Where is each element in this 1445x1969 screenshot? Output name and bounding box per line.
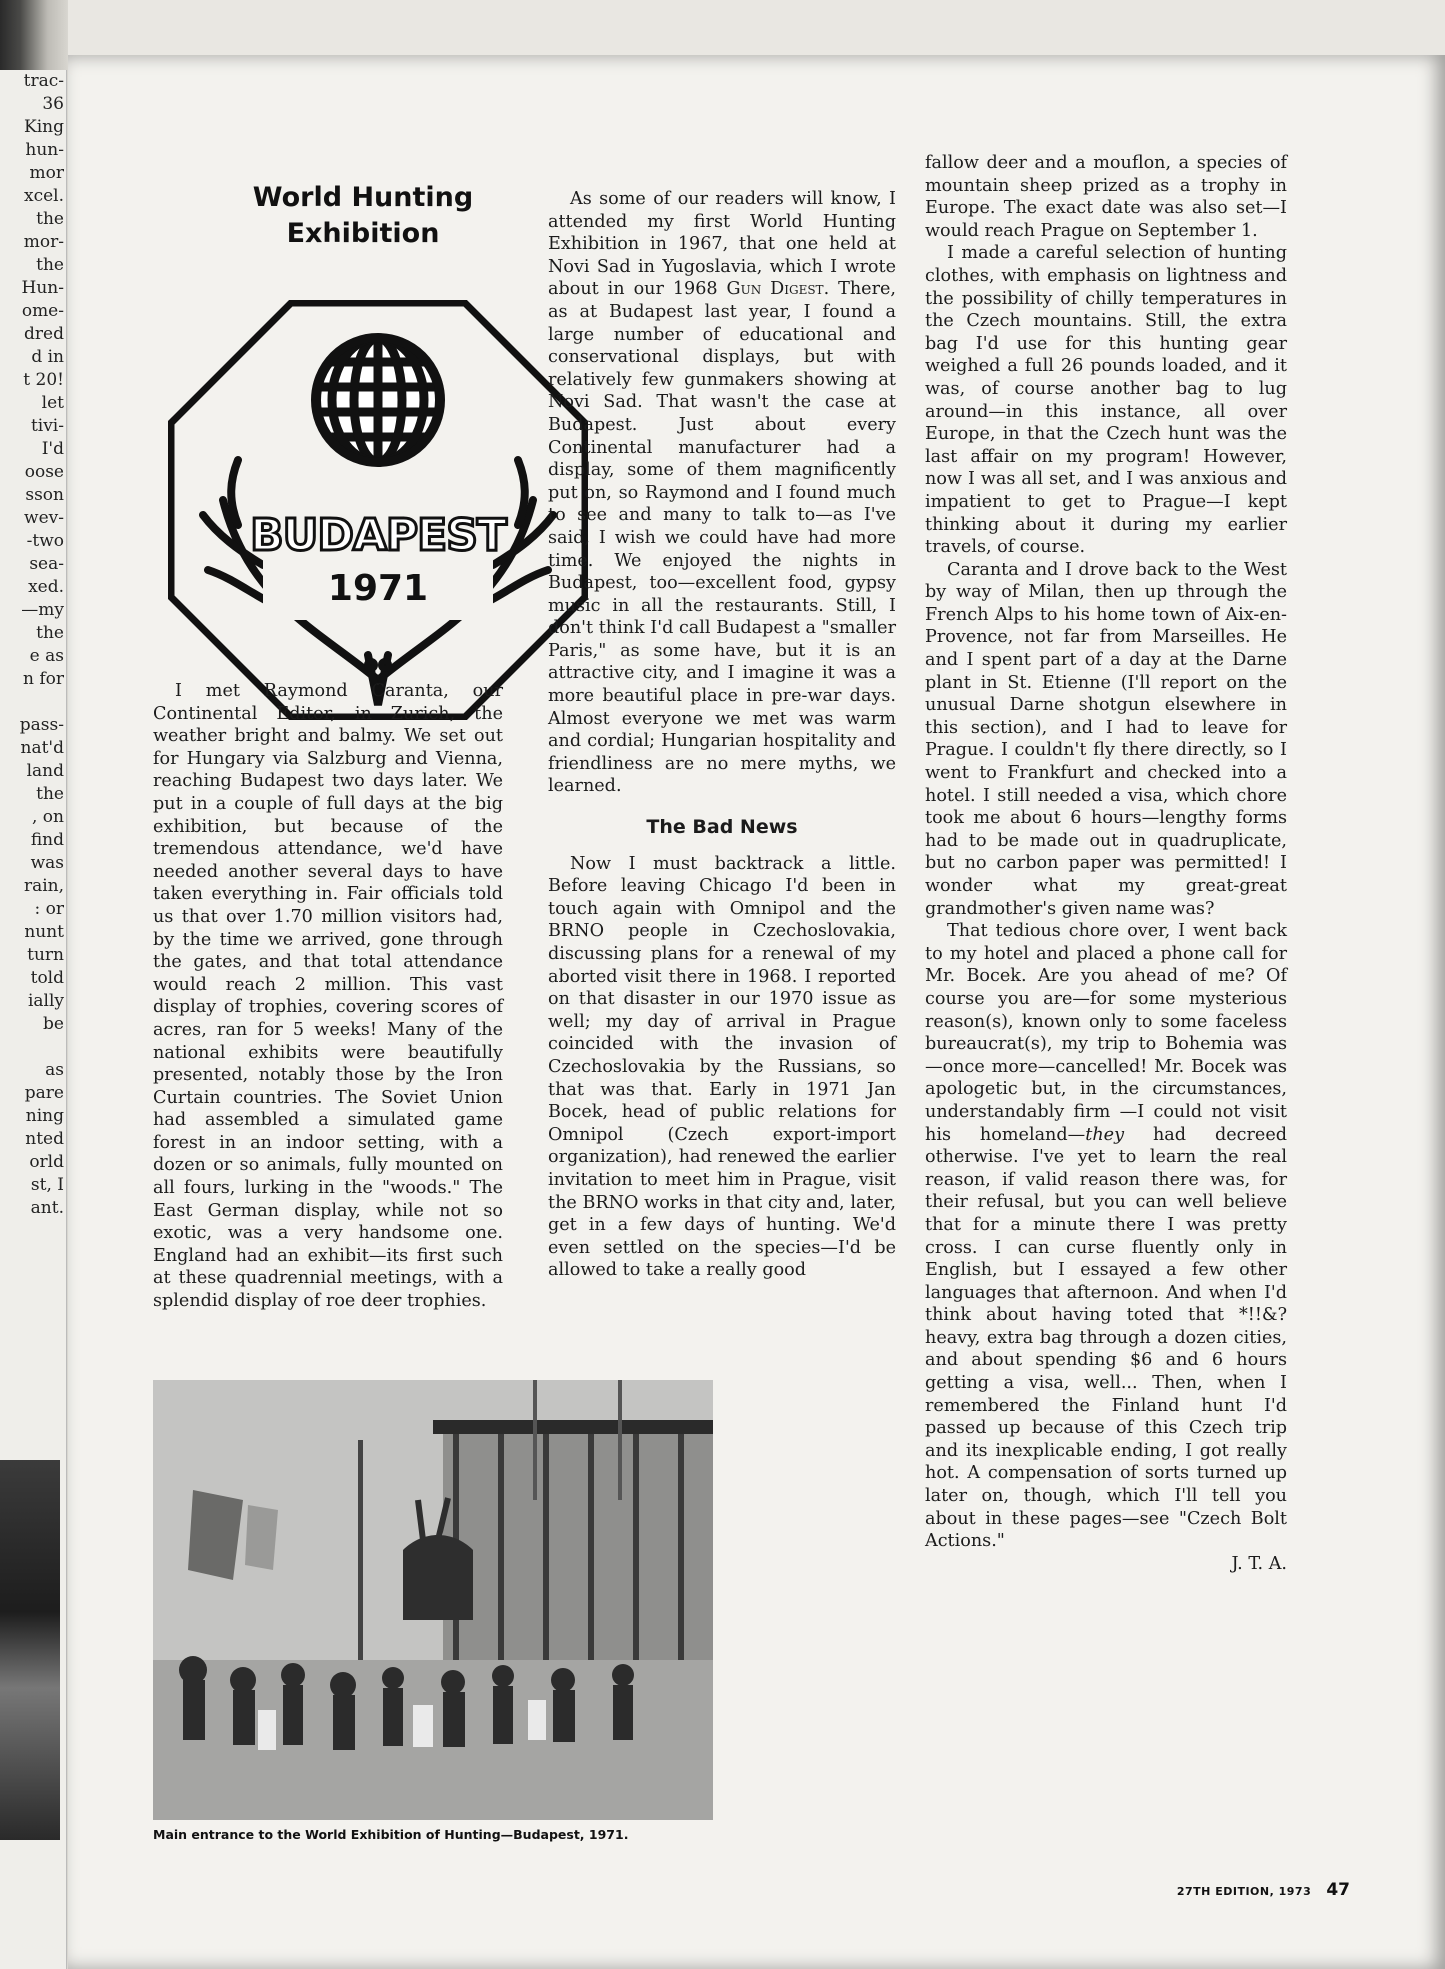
prev-page-line: ome- xyxy=(21,301,64,321)
paragraph: fallow deer and a mouflon, a species of mountain sheep prized as a trophy in Europe. The exact date was also set—I would reach Prague on September 1. xyxy=(925,153,1287,241)
column-1 xyxy=(153,680,503,1313)
prev-page-line: pare xyxy=(24,1083,64,1103)
logo-city: BUDAPEST xyxy=(250,510,506,561)
prev-page-line: sea- xyxy=(29,554,64,574)
prev-page-line: —my xyxy=(21,600,64,620)
prev-page-line xyxy=(0,691,66,714)
prev-page-line: find xyxy=(30,830,64,850)
prev-page-line: orld xyxy=(29,1152,64,1172)
prev-page-line: rain, xyxy=(23,876,64,896)
prev-page-line: nunt xyxy=(24,922,64,942)
article-heading: World Hunting Exhibition xyxy=(252,182,474,249)
globe-icon xyxy=(308,335,448,465)
edition-label: 27TH EDITION, 1973 xyxy=(1176,1885,1312,1898)
prev-page-line: Hun- xyxy=(21,278,64,298)
prev-page-line: be xyxy=(43,1014,64,1034)
paragraph: I met Raymond Caranta, our Continental Editor, in Zurich, the weather bright and balmy. We set out for Hungary via Salzburg and Vienna, reaching Budapest two days later. We put in a couple of full days at the big exhibition, but because of the tremendous attendance, we'd have needed another several days to have taken everything in. Fair officials told us that over 1.70 million visitors had, by the time we arrived, gone through the gates, and that total attendance would reach 2 million. This vast display of trophies, covering scores of acres, ran for 5 weeks! Many of the national exhibits were beautifully presented, notably those by the Iron Curtain countries. The Soviet Union had assembled a simulated game forest in an indoor setting, with a dozen or so animals, fully mounted on all fours, lurking in the "woods." The East German display, while not so exotic, was a very handsome one. England had an exhibit—its first such at these quadrennial meetings, with a splendid display of roe deer trophies. xyxy=(153,681,503,1312)
page-number: 47 xyxy=(1326,1880,1350,1900)
prev-page-line: ant. xyxy=(30,1198,64,1218)
prev-page-line: e as xyxy=(29,646,64,666)
prev-page-line: hun- xyxy=(25,140,64,160)
page-footer xyxy=(1177,1880,1350,1900)
subheading-bad-news: The Bad News xyxy=(646,816,798,839)
prev-page-line: trac- xyxy=(23,71,64,91)
exhibition-entrance-photo xyxy=(153,1380,713,1820)
logo-year: 1971 xyxy=(327,568,429,609)
prev-page-line xyxy=(0,1036,66,1059)
prev-page-line: mor xyxy=(29,163,64,183)
prev-page-line: oose xyxy=(24,462,64,482)
prev-page-line: let xyxy=(41,393,64,413)
prev-page-line: I'd xyxy=(41,439,64,459)
prev-page-line: ially xyxy=(27,991,64,1011)
prev-page-line: tivi- xyxy=(30,416,64,436)
prev-page-line: n for xyxy=(22,669,64,689)
photo-caption: Main entrance to the World Exhibition of Hunting—Budapest, 1971. xyxy=(153,1827,629,1842)
previous-page-edge xyxy=(0,70,67,1969)
prev-page-line: the xyxy=(36,623,64,643)
prev-page-line: dred xyxy=(24,324,64,344)
paragraph: Now I must backtrack a little. Before leaving Chicago I'd been in touch again with Omnipol and the BRNO people in Czechoslovakia, discussing plans for a renewal of my aborted visit there in 1968. I reported on that disaster in our 1970 issue as well; my day of arrival in Prague coincided with the invasion of Czechoslovakia by the Russians, so that was that. Early in 1971 Jan Bocek, head of public relations for Omnipol (Czech export-import organization), had renewed the earlier invitation to meet him in Prague, visit the BRNO works in that city and, later, get in a few days of hunting. We'd even settled on the species—I'd be allowed to take a really good xyxy=(548,853,896,1281)
previous-page-text xyxy=(0,70,66,1220)
paragraph: As some of our readers will know, I attended my first World Hunting Exhibition in 1967, that one held at Novi Sad in Yugoslavia, which I wrote about in our 1968 Gun Digest. There, as at Budapest last year, I found a large number of educational and conservational displays, but with relatively few gunmakers showing at Novi Sad. That wasn't the case at Budapest. Just about every Continental manufacturer had a display, some of them magnificently put on, so Raymond and I found much to see and many to talk to—as I've said, I wish we could have had more time. We enjoyed the nights in Budapest, too—excellent food, gypsy music in all the restaurants. Still, I don't think I'd call Budapest a "smaller Paris," as some have, but it is an attractive city, and I imagine it was a more beautiful place in pre-war days. Almost everyone we met was warm and cordial; Hungarian hospitality and friendliness are no mere myths, we learned. xyxy=(548,189,896,797)
prev-page-line: xcel. xyxy=(23,186,64,206)
prev-page-line: the xyxy=(36,209,64,229)
magazine-page xyxy=(68,55,1445,1969)
prev-page-line: King xyxy=(24,117,64,137)
prev-page-line: nat'd xyxy=(20,738,64,758)
prev-page-line: was xyxy=(30,853,64,873)
prev-page-line: -two xyxy=(26,531,64,551)
prev-page-line: d in xyxy=(31,347,64,367)
prev-page-line: 36 xyxy=(42,94,64,114)
prev-page-line: the xyxy=(36,784,64,804)
budapest-1971-logo xyxy=(168,300,588,720)
prev-page-line: ning xyxy=(25,1106,64,1126)
paragraph: I made a careful selection of hunting clothes, with emphasis on lightness and the possibility of chilly temperatures in the Czech mountains. Still, the extra bag I'd use for this hunting gear weighed a full 26 pounds loaded, and it was, of course another bag to lug around—in this instance, all over Europe, in that the Czech hunt was the last affair on my program! However, now I was all set, and I was anxious and impatient to get to Prague—I kept thinking about it during my earlier travels, of course. xyxy=(925,243,1287,558)
prev-page-line: pass- xyxy=(19,715,64,735)
paragraph: That tedious chore over, I went back to my hotel and placed a phone call for Mr. Bocek. Are you ahead of me? Of course you are—for some mysterious reason(s), known only to some faceless bureaucrat(s), my trip to Bohemia was—once more—cancelled! Mr. Bocek was apologetic but, in the circumstances, understandably firm —I could not visit his homeland—they had decreed otherwise. I've yet to learn the real reason, if valid reason there was, for their refusal, but you can well believe that for a minute there I was pretty cross. I can curse fluently only in English, but I essayed a few other languages that afternoon. And when I'd think about having toted that *!!&? heavy, extra bag through a dozen cities, and about spending $6 and 6 hours getting a visa, well... Then, when I remembered the Finland hunt I'd passed up because of this Czech trip and its inexplicable ending, I got really hot. A compensation of sorts turned up later on, though, which I'll tell you about in these pages—see "Czech Bolt Actions." xyxy=(925,921,1287,1552)
prev-page-line: land xyxy=(26,761,64,781)
prev-page-line: sson xyxy=(25,485,64,505)
prev-page-line: turn xyxy=(27,945,64,965)
previous-page-photo xyxy=(0,1460,60,1840)
prev-page-line: st, I xyxy=(30,1175,64,1195)
prev-page-line: as xyxy=(45,1060,64,1080)
prev-page-line: the xyxy=(36,255,64,275)
author-signature: J. T. A. xyxy=(1231,1553,1287,1574)
column-3 xyxy=(925,152,1287,1575)
column-2 xyxy=(548,188,896,1282)
prev-page-line: , on xyxy=(32,807,64,827)
prev-page-line: told xyxy=(30,968,64,988)
prev-page-line: : or xyxy=(34,899,64,919)
prev-page-line: wev- xyxy=(24,508,64,528)
prev-page-line: t 20! xyxy=(23,370,64,390)
prev-page-line: mor- xyxy=(23,232,64,252)
book-spine xyxy=(0,0,68,1969)
prev-page-line: xed. xyxy=(28,577,64,597)
paragraph: Caranta and I drove back to the West by way of Milan, then up through the French Alps to his home town of Aix-en-Provence, not far from Marseilles. He and I spent part of a day at the Darne plant in St. Etienne (I'll report on the unusual Darne shotgun elsewhere in this section), and I had to leave for Prague. I couldn't fly there directly, so I went to Frankfurt and checked into a hotel. I still needed a visa, which chore took me about 6 hours—lengthy forms had to be made out in quadruplicate, but no carbon paper was permitted! I wonder what my great-great grandmother's given name was? xyxy=(925,559,1287,919)
prev-page-line: nted xyxy=(25,1129,64,1149)
gun-digest-title: Gun Digest xyxy=(726,279,824,300)
